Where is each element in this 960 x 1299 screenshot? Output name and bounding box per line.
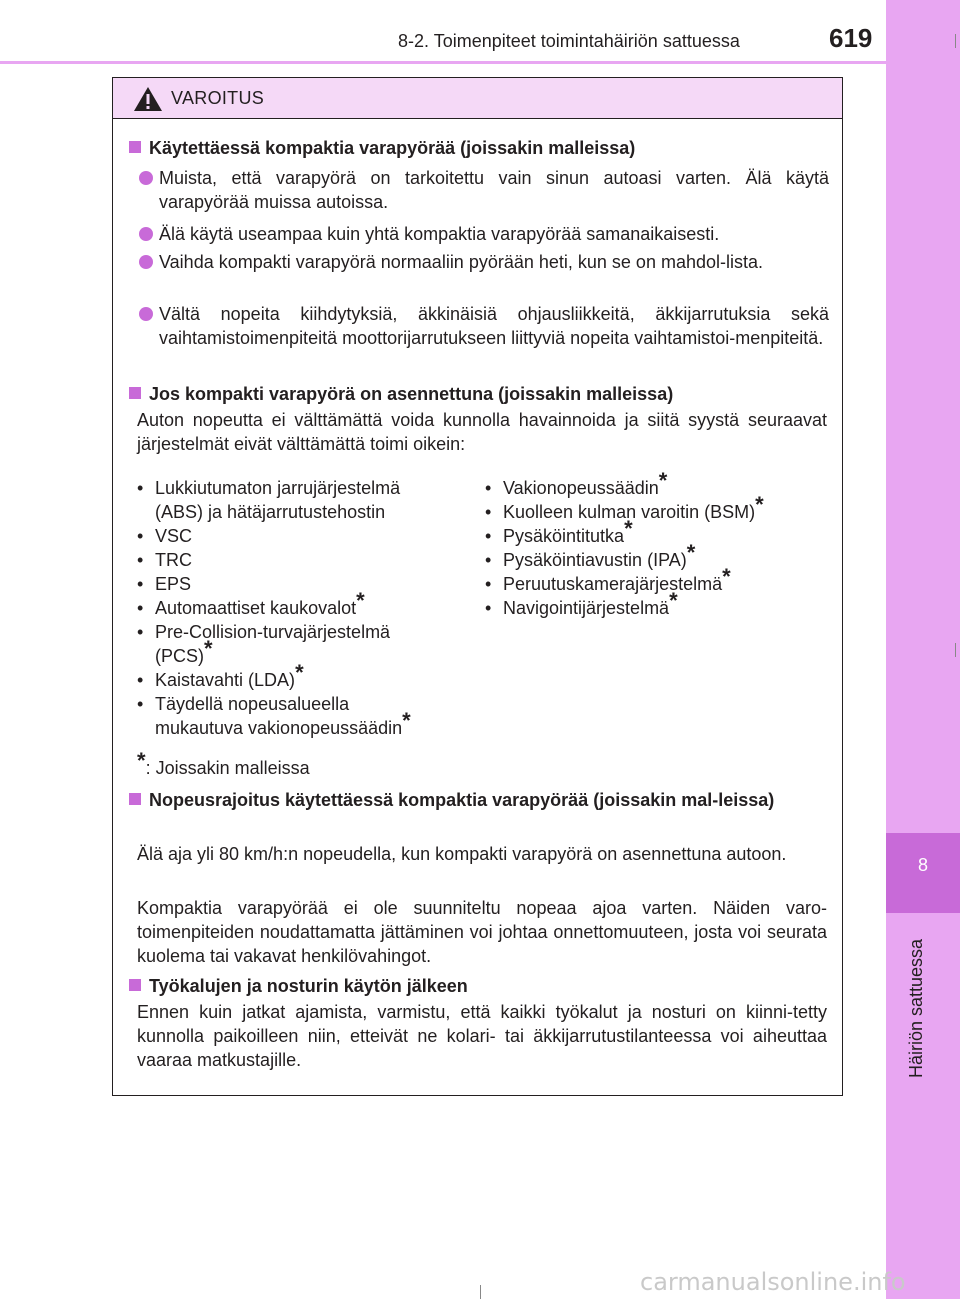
footnote: *: Joissakin malleissa [137,748,310,778]
list-item: • Pre-Collision-turvajärjestelmä (PCS)* [137,620,477,668]
section-heading: Jos kompakti varapyörä on asennettuna (joissakin malleissa) [129,382,673,406]
round-bullet-icon [139,171,153,185]
section-heading: Käytettäessä kompaktia varapyörää (joissakin malleissa) [129,136,635,160]
list-item: • Vakionopeussäädin* [485,476,825,500]
section-intro: Auton nopeutta ei välttämättä voida kunnolla havainnoida ja siitä syystä seuraavat järjestelmät eivät välttämättä toimi oikein: [137,410,827,454]
page-number: 619 [829,23,873,53]
warning-triangle-icon [133,86,163,112]
square-bullet-icon [129,387,141,399]
list-item: • EPS [137,572,477,596]
crop-mark [955,643,956,657]
list-item: • Pysäköintitutka* [485,524,825,548]
list-item: Vaihda kompakti varapyörä normaaliin pyörään heti, kun se on mahdol-lista. [139,250,829,274]
section-heading: Nopeusrajoitus käytettäessä kompaktia varapyörää (joissakin mal-leissa) [129,788,829,812]
header-rule [0,61,886,64]
list-item: Muista, että varapyörä on tarkoitettu vain sinun autoasi varten. Älä käytä varapyörää muissa autoissa. [139,166,829,214]
chapter-title: Häiriön sattuessa [906,938,926,1078]
warning-label: VAROITUS [171,88,265,108]
section-heading: Työkalujen ja nosturin käytön jälkeen [129,974,468,998]
paragraph: Älä aja yli 80 km/h:n nopeudella, kun kompakti varapyörä on asennettuna autoon. [137,844,787,864]
round-bullet-icon [139,307,153,321]
list-item: • Peruutuskamerajärjestelmä* [485,572,825,596]
list-item: • Kuolleen kulman varoitin (BSM)* [485,500,825,524]
square-bullet-icon [129,793,141,805]
paragraph: Kompaktia varapyörää ei ole suunniteltu nopeaa ajoa varten. Näiden varo-toimenpiteiden noudattamatta jättäminen voi johtaa onnettomuuteen, josta voi seurata kuolema tai vakavat henkilövahingot. [137,898,827,966]
warning-header [113,78,842,119]
list-item: Vältä nopeita kiihdytyksiä, äkkinäisiä ohjausliikkeitä, äkkijarrutuksia sekä vaihtamistoimenpiteitä moottorijarrutukseen liittyviä nopeita vaihtamistoi-menpiteitä. [139,302,829,350]
list-item: • Navigointijärjestelmä* [485,596,825,620]
running-header: 8-2. Toimenpiteet toimintahäiriön sattuessa [398,31,740,51]
list-item: • Täydellä nopeusalueella mukautuva vakionopeussäädin* [137,692,477,740]
round-bullet-icon [139,227,153,241]
list-item: • TRC [137,548,477,572]
crop-mark [955,34,956,48]
warning-box [112,77,843,1096]
systems-list-left [137,476,477,740]
list-item: • Kaistavahti (LDA)* [137,668,477,692]
list-item: • Pysäköintiavustin (IPA)* [485,548,825,572]
crop-mark [480,1285,481,1299]
list-item: • Automaattiset kaukovalot* [137,596,477,620]
square-bullet-icon [129,979,141,991]
list-item: • Lukkiutumaton jarrujärjestelmä (ABS) ja hätäjarrutustehostin [137,476,477,524]
chapter-number: 8 [917,855,928,875]
square-bullet-icon [129,141,141,153]
chapter-number-box [886,833,960,913]
list-item: • VSC [137,524,477,548]
systems-list-right [485,468,825,620]
watermark: carmanualsonline.info [640,1268,906,1296]
chapter-side-tab [886,0,960,1299]
round-bullet-icon [139,255,153,269]
paragraph: Ennen kuin jatkat ajamista, varmistu, että kaikki työkalut ja nosturi on kiinni-tetty kunnolla paikoilleen niin, etteivät ne kolari- tai äkkijarrutustilanteessa voi aiheuttaa vaaraa matkustajille. [137,1002,827,1070]
list-item: Älä käytä useampaa kuin yhtä kompaktia varapyörää samanaikaisesti. [139,222,829,246]
